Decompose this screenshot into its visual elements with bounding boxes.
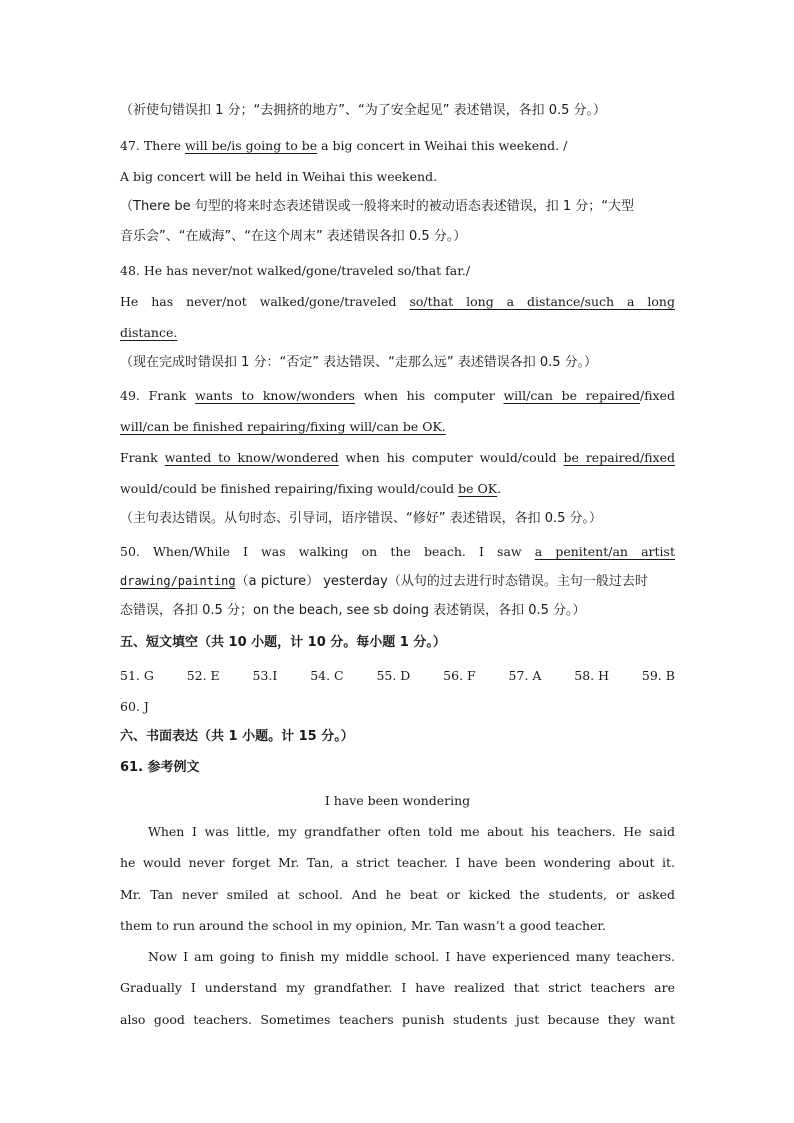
answer-50-line-1	[120, 542, 675, 562]
text-fragment: 49. Frank	[120, 388, 196, 403]
answer-47-line-2: A big concert will be held in Weihai this weekend.	[120, 169, 438, 184]
text-fragment: would/could be finished repairing/fixing would/could	[120, 481, 459, 496]
text-fragment: when his computer would/could	[338, 450, 564, 465]
answer-48-line-2	[120, 292, 675, 312]
answer-56: 56. F	[443, 668, 476, 683]
answer-48-line-3	[120, 323, 675, 343]
text-fragment: （a picture） yesterday（从句的过去进行时态错误。主句一般过去时	[235, 574, 648, 589]
note-47: （There be 句型的将来时态表述错误或一般将来时的被动语态表述错误，扣 1 分；“大型	[120, 199, 635, 214]
text-fragment: when his computer	[354, 388, 504, 403]
answer-49-line-4	[120, 479, 675, 499]
answer-57: 57. A	[508, 668, 542, 683]
essay-line: Mr. Tan never smiled at school. And he beat or kicked the students, or asked	[120, 887, 675, 902]
underlined-answer: so/that long a distance/such a long	[409, 294, 675, 309]
answer-54: 54. C	[310, 668, 344, 683]
text-fragment: 47. There	[120, 138, 185, 153]
note-46: （祈使句错误扣 1 分；“去拥挤的地方”、“为了安全起见” 表述错误，各扣 0.5 分。）	[120, 103, 607, 118]
essay-line: When I was little, my grandfather often told me about his teachers. He said	[148, 824, 675, 839]
answer-47-line-1	[120, 136, 675, 156]
text-fragment: a big concert in Weihai this weekend. /	[317, 138, 568, 153]
essay-line: Now I am going to finish my middle school. I have experienced many teachers.	[148, 949, 675, 964]
underlined-answer: drawing/painting	[120, 574, 236, 588]
text-fragment: .	[497, 481, 502, 496]
answer-50-line-2	[120, 571, 675, 592]
answer-49-line-2	[120, 417, 675, 437]
answer-58: 58. H	[574, 668, 610, 683]
text-fragment: Frank	[120, 450, 165, 465]
essay-line: Gradually I understand my grandfather. I have realized that strict teachers are	[120, 980, 675, 995]
underlined-answer: a penitent/an artist	[534, 544, 675, 559]
section-5-heading: 五、短文填空（共 10 小题，计 10 分。每小题 1 分。）	[120, 635, 446, 650]
note-48: （现在完成时错误扣 1 分：“否定” 表达错误、“走那么远” 表述错误各扣 0.5 分。）	[120, 355, 598, 370]
answer-49-line-3	[120, 448, 675, 468]
answer-60: 60. J	[120, 699, 149, 714]
answer-52: 52. E	[186, 668, 220, 683]
section-6-heading: 六、书面表达（共 1 小题。计 15 分。）	[120, 729, 354, 744]
answer-48-line-1: 48. He has never/not walked/gone/traveled so/that far./	[120, 263, 471, 278]
underlined-answer: will be/is going to be	[184, 138, 318, 153]
text-fragment: 50. When/While I was walking on the beach. I saw	[120, 544, 535, 559]
underlined-answer: will/can be finished repairing/fixing will/can be OK.	[120, 419, 446, 434]
underlined-answer: be OK	[458, 481, 498, 496]
answer-59: 59. B	[641, 668, 675, 683]
section-6-subheading: 61. 参考例文	[120, 760, 200, 775]
essay-line: also good teachers. Sometimes teachers punish students just because they want	[120, 1012, 675, 1027]
text-fragment: He has never/not walked/gone/traveled	[120, 294, 410, 309]
underlined-answer: be repaired/fixed	[563, 450, 676, 465]
text-fragment: /fixed	[640, 388, 675, 403]
essay-line: them to run around the school in my opinion, Mr. Tan wasn’t a good teacher.	[120, 918, 606, 933]
underlined-answer: will/can be repaired	[503, 388, 640, 403]
note-47-cont: 音乐会”、“在威海”、“在这个周末” 表述错误各扣 0.5 分。）	[120, 229, 467, 244]
answer-53: 53.I	[252, 668, 278, 683]
note-49: （主句表达错误。从句时态、引导词，语序错误、“修好” 表述错误，各扣 0.5 分。）	[120, 511, 603, 526]
answer-55: 55. D	[376, 668, 411, 683]
essay-title: I have been wondering	[324, 793, 471, 808]
underlined-answer: distance.	[120, 325, 178, 340]
answer-51: 51. G	[120, 668, 154, 683]
underlined-answer: wants to know/wonders	[195, 388, 355, 403]
essay-line: he would never forget Mr. Tan, a strict teacher. I have been wondering about it.	[120, 855, 675, 870]
answer-49-line-1	[120, 386, 675, 406]
section-5-answers	[120, 666, 675, 686]
underlined-answer: wanted to know/wondered	[164, 450, 339, 465]
answer-50-line-3: 态错误，各扣 0.5 分；on the beach, see sb doing 表述销误，各扣 0.5 分。）	[120, 603, 586, 618]
